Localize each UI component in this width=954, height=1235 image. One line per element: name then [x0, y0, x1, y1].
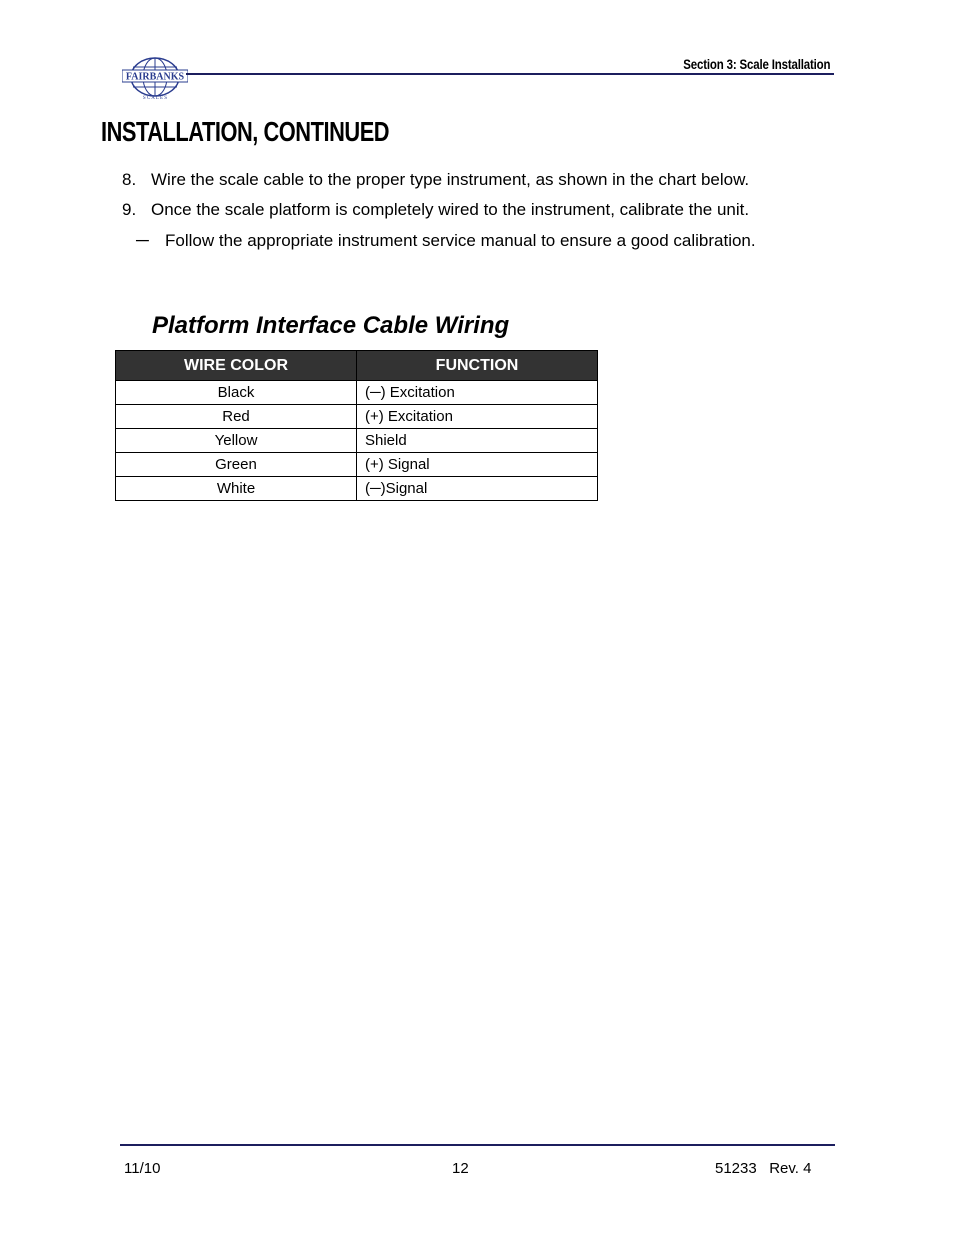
- fairbanks-logo: [122, 55, 188, 101]
- table-row: [116, 453, 598, 477]
- function-cell: (─)Signal: [357, 477, 598, 501]
- page-number: 12: [452, 1160, 469, 1177]
- header-rule: [186, 73, 834, 75]
- step-item: [122, 200, 749, 220]
- table-header-row: [116, 351, 598, 381]
- sub-step-item: [136, 230, 763, 251]
- step-item: [122, 170, 749, 190]
- wire-color-cell: Yellow: [116, 429, 357, 453]
- logo-text: FAIRBANKS: [125, 71, 185, 83]
- globe-logo-icon: [122, 55, 188, 101]
- step-text: Wire the scale cable to the proper type instrument, as shown in the chart below.: [151, 170, 750, 189]
- logo-subtext: S C A L E S: [142, 96, 168, 101]
- footer-rule: [120, 1144, 835, 1146]
- function-cell: Shield: [357, 429, 598, 453]
- document-number: 51233 Rev. 4: [715, 1160, 812, 1177]
- step-text: Once the scale platform is completely wired to the instrument, calibrate the unit.: [151, 200, 750, 219]
- dash-bullet: ─: [136, 230, 149, 250]
- wire-color-cell: White: [116, 477, 357, 501]
- wire-color-cell: Red: [116, 405, 357, 429]
- step-list: [122, 170, 756, 251]
- section-title: Section 3: Scale Installation: [682, 56, 830, 72]
- table-row: [116, 405, 598, 429]
- column-header-wire-color: WIRE COLOR: [116, 351, 357, 381]
- step-number: 8.: [122, 170, 137, 189]
- function-cell: (─) Excitation: [357, 381, 598, 405]
- wire-color-cell: Green: [116, 453, 357, 477]
- page-heading: INSTALLATION, CONTINUED: [101, 116, 390, 147]
- step-number: 9.: [122, 200, 137, 219]
- function-cell: (+) Signal: [357, 453, 598, 477]
- sub-step-text: Follow the appropriate instrument service manual to ensure a good calibration.: [165, 231, 756, 250]
- footer-date: 11/10: [124, 1160, 161, 1177]
- table-row: [116, 429, 598, 453]
- table-row: [116, 381, 598, 405]
- table-title: Platform Interface Cable Wiring: [152, 312, 510, 339]
- wire-color-cell: Black: [116, 381, 357, 405]
- function-cell: (+) Excitation: [357, 405, 598, 429]
- column-header-function: FUNCTION: [357, 351, 598, 381]
- table-row: [116, 477, 598, 501]
- wiring-table: [115, 350, 598, 501]
